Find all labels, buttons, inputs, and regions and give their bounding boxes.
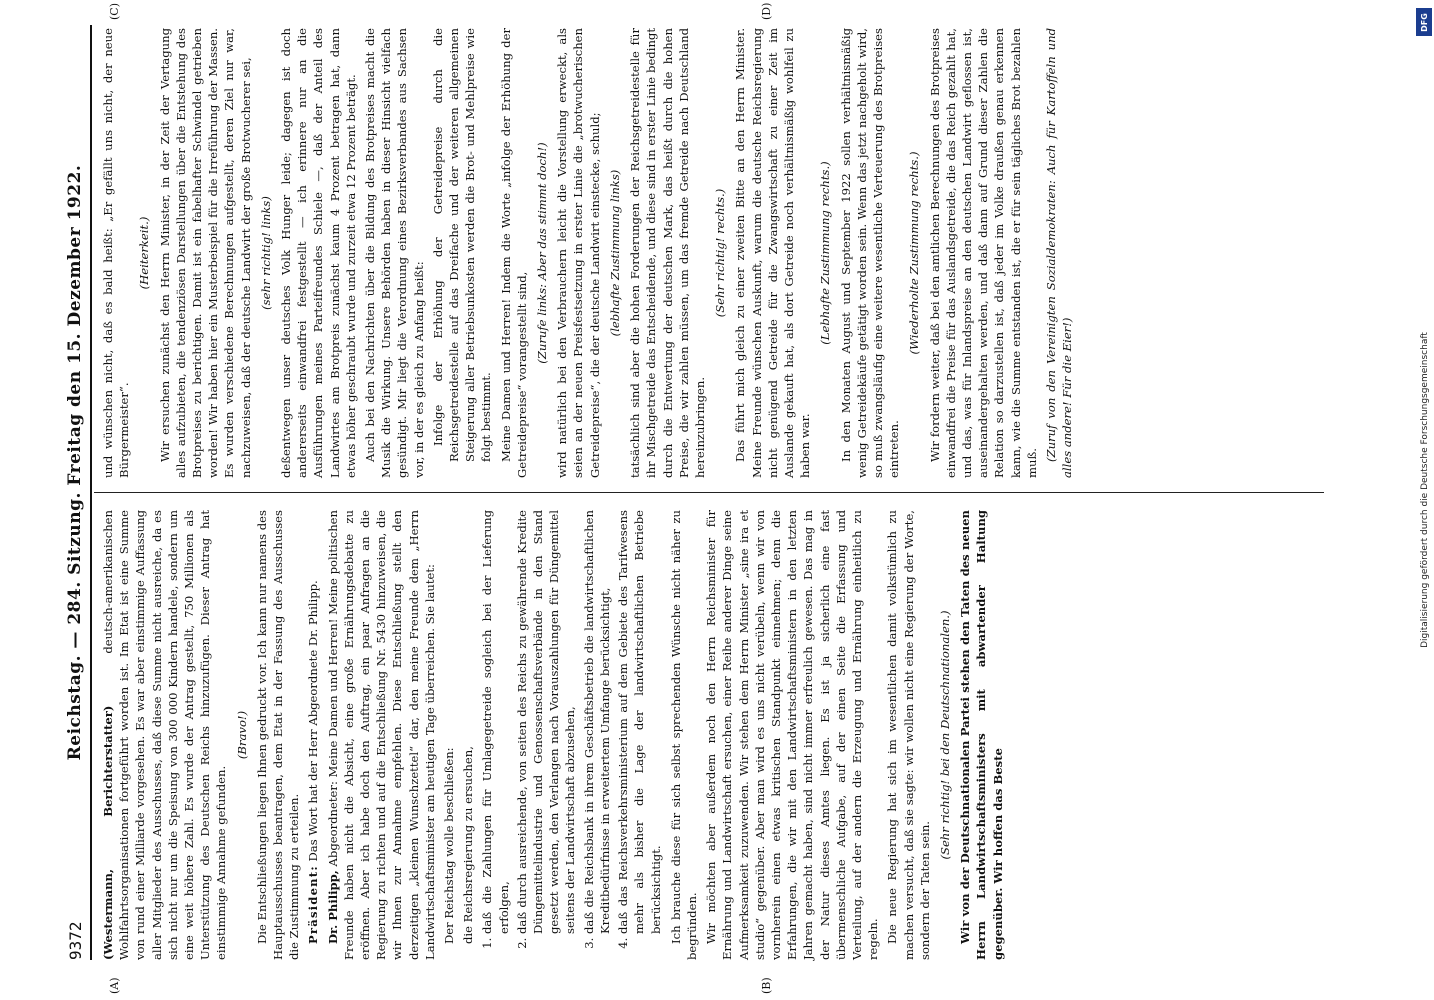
reaction: (Zurufe links: Aber das stimmt doch!) (535, 142, 550, 364)
right-column (100, 28, 1078, 478)
section-mark-d: (D) (760, 2, 773, 20)
quotation: Infolge der Erhöhung der Getreidepreise durch die Reichsgetreidestelle auf das Dreifache und der weiteren allgemeinen Steigerung aller Betriebsunkosten werden die Brot- und Mehlpreise wie folgt bestimmt. (430, 28, 494, 462)
reaction: (lebhafte Zustimmung links) (607, 169, 622, 337)
motion-intro: Der Reichstag wolle beschließen: (442, 747, 457, 944)
motion-item: 4. daß das Reichsverkehrsministerium auf dem Gebiete des Tarifwesens mehr als bisher die Lage der landwirtschaftlichen Betriebe berücksichtigt. (615, 510, 664, 934)
reaction: (Sehr richtig! bei den Deutschnationalen.) (937, 610, 952, 860)
paragraph: Meine Damen und Herren! Indem die Worte „infolge der Erhöhung der Getreidepreise“ vorangestellt sind, (498, 28, 529, 478)
page-body (60, 2, 1380, 994)
paragraph: Auch bei den Nachrichten über die Bildung des Brotpreises macht die Musik die Wirkung. Unsere Behörden haben in dieser Hinsicht vielfach gesündigt. Mir liegt die Verordnung eines Bezirksverbandes aus Sachsen vor, in der es gleich zu Anfang heißt: (363, 28, 426, 478)
speaker-label: Präsident: (306, 865, 321, 944)
reaction: (Heiterkeit.) (137, 216, 152, 290)
reaction: (sehr richtig! links) (258, 196, 273, 310)
paragraph: Die neue Regierung hat sich im wesentlichen damit volkstümlich zu machen versucht, daß sie sagte: wir wollen nicht eine Regierung der Worte, sondern der Taten sein. (885, 510, 932, 960)
motion-request: die Reichsregierung zu ersuchen, (461, 746, 476, 944)
paragraph: Wir ersuchen zunächst den Herrn Minister, in der Zeit der Vertagung alles aufzubieten, die tendenziösen Darstellungen über die Entstehung des Brotpreises zu berichtigen. Damit ist ein fabelhafter Schwindel getrieben worden! Wir haben hier ein Musterbeispiel für die Irreführung der Massen. Es wurden verschiedene Berechnungen aufgestellt, deren Ziel nur war, nachzuweisen, daß der deutsche Landwirt der große Brotwucherer sei, (157, 28, 253, 478)
speaker-label: (Westermann, Berichterstatter) (101, 705, 115, 960)
dfg-logo-text: DFG (1419, 12, 1429, 32)
paragraph: wird natürlich bei den Verbrauchern leicht die Vorstellung erweckt, als seien an der neuen Preisfestsetzung in erster Linie die „brotwucherischen Getreidepreise“, die der deutsche Landwirt einstecke, schuld; (555, 28, 602, 478)
header-rule (90, 25, 92, 960)
paragraph: Wir von der Deutschnationalen Partei stehen den Taten des neuen Herrn Landwirtschaftsministers mit abwartender Haltung gegenüber. Wir hoffen das Beste (958, 510, 1005, 960)
paragraph: Wir möchten aber außerdem noch den Herrn Reichsminister für Ernährung und Landwirtschaft ersuchen, einer Reihe anderer Dinge seine Aufmerksamkeit zuzuwenden. Wir stehen dem Herrn Minister „sine ira et studio“ gegenüber. Aber man wird es uns nicht verübeln, wenn wir von vornherein einen etwas kritischen Standpunkt einnehmen; denn die Erfahrungen, die wir mit den Landwirtschaftsministern in den letzten Jahren gemacht haben, sind nicht immer erfreulich gewesen. Das mag in der Natur dieses Amtes liegen. Es ist ja sicherlich eine fast übermenschliche Aufgabe, auf der einen Seite die Erfassung und Verteilung, auf der andern die Erzeugung und Ernährung einheitlich zu regeln. (704, 510, 881, 960)
paragraph (325, 510, 438, 960)
running-title: Reichstag. — 284. Sitzung. Freitag den 15. Dezember 1922. (65, 164, 85, 761)
digitization-note (1418, 230, 1432, 750)
reaction: (Bravo!) (234, 710, 249, 760)
reaction: (Lebhafte Zustimmung rechts.) (818, 161, 833, 345)
motion-item: 1. daß die Zahlungen für Umlagegetreide sogleich bei der Lieferung erfolgen, (479, 510, 511, 934)
paragraph (305, 510, 321, 960)
section-mark-c: (C) (108, 3, 121, 20)
paragraph-text: deutsch-amerikanischen Wohlfahrtsorganisationen fortgeführt worden ist. Im Etat ist eine Summe von rund einer Milliarde vorgesehen. Es war aber einstimmige Auffassung aller Mitglieder des Ausschusses, daß diese Summe nicht ausreiche, da es sich nicht nur um die Speisung von 300 000 Kindern handele, sondern um eine weit höhere Zahl. Es wurde der Antrag gestellt, 750 Millionen als Unterstützung des Deutschen Reichs hinzuzufügen. Dieser Antrag hat einstimmige Annahme gefunden. (101, 510, 229, 960)
paragraph: tatsächlich sind aber die hohen Forderungen der Reichsgetreidestelle für ihr Mischgetreide das Entscheidende, und diese sind in erster Linie bedingt durch die Entwertung der deutschen Mark, das heißt durch die hohen Preise, die wir zahlen müssen, um das fremde Getreide nach Deutschland hereinzubringen. (628, 28, 707, 478)
section-mark-a: (A) (108, 977, 121, 994)
paragraph: In den Monaten August und September 1922 sollen verhältnismäßig wenig Getreidekäufe getätigt worden sein. Wenn das jetzt nachgeholt wird, so muß zwangsläufig eine weitere wesentliche Verteuerung des Brotpreises eintreten. (838, 28, 902, 478)
speaker-label: Dr. Philipp, (325, 870, 340, 944)
paragraph: deßentwegen unser deutsches Volk Hunger leide; dagegen ist doch andererseits einwandfrei festgestellt — ich erinnere nur an die Ausführungen meines Parteifreundes Schiele —, daß der Anteil des Landwirtes am Brotpreis zunächst kaum 4 Prozent betragen hat, dann etwas höher geschraubt wurde und zurzeit etwa 12 Prozent beträgt. (279, 28, 358, 478)
paragraph (100, 510, 230, 960)
reaction: (Wiederholte Zustimmung rechts.) (907, 151, 922, 355)
paragraph-text: Das Wort hat der Herr Abgeordnete Dr. Philipp. (306, 580, 321, 862)
digitization-note-text: Digitalisierung gefördert durch die Deutsche Forschungsgemeinschaft (1420, 332, 1431, 648)
reaction: (Zuruf von den Vereinigten Sozialdemokraten: Auch für Kartoffeln und alles andere! Für die Eier!) (1043, 28, 1075, 478)
reaction: (Sehr richtig! rechts.) (713, 188, 728, 318)
left-column (100, 510, 1009, 960)
dfg-logo (1416, 8, 1432, 36)
paragraph: Wir fordern weiter, daß bei den amtlichen Berechnungen des Brotpreises einwandfrei die Preise für das Auslandsgetreide, die das Reich gezahlt hat, und das, was für Inlandspreise an den deutschen Landwirt geflossen ist, auseinandergehalten werden, und daß dann auf Grund dieser Zahlen die Relation so darzustellen ist, daß jeder im Volke draußen genau erkennen kann, wie die Summe entstanden ist, die er für sein tägliches Brot bezahlen muß. (927, 28, 1039, 478)
section-mark-b: (B) (760, 977, 773, 994)
motion-item: 3. daß die Reichsbank in ihrem Geschäftsbetrieb die landwirtschaftlichen Kreditbedürfnisse in erweitertem Umfange berücksichtigt, (581, 510, 613, 934)
motion-list (479, 510, 663, 960)
paragraph: und wünschen nicht, daß es bald heißt: „Er gefällt uns nicht, der neue Bürgermeister“. (101, 28, 132, 478)
motion-item: 2. daß durch ausreichende, von seiten des Reichs zu gewährende Kredite Düngemittelindustrie und Genossenschaftsverbände in den Stand gesetzt werden, den Verlangen nach Vorauszahlungen für Düngemittel seitens der Landwirtschaft abzusehen, (514, 510, 579, 934)
paragraph-text: Abgeordneter: Meine Damen und Herren! Meine politischen Freunde haben nicht die Absicht, eine große Ernährungsdebatte zu eröffnen. Aber ich habe doch den Auftrag, ein paar Anfragen an die Regierung zu richten und auf die Entschließung Nr. 5430 hinzuweisen, die wir Ihnen zur Annahme empfehlen. Diese Entschließung stellt den derzeitigen „kleinen Wunschzettel“ dar, den meine Freunde dem „Herrn Landwirtschaftsminister am heutigen Tage überreichen. Sie lautet: (325, 510, 437, 960)
paragraph: Die Entschließungen liegen Ihnen gedruckt vor. Ich kann nur namens des Hauptausschusses beantragen, dem Etat in der Fassung des Ausschusses die Zustimmung zu erteilen. (254, 510, 302, 960)
page-number: 9372 (65, 921, 85, 960)
paragraph: Das führt mich gleich zu einer zweiten Bitte an den Herrn Minister. Meine Freunde wünschen Auskunft, warum die deutsche Reichsregierung nicht genügend Getreide für die Zwangswirtschaft zu einer Zeit im Auslande gekauft hat, als dort Getreide noch verhältnismäßig wohlfeil zu haben war. (733, 28, 813, 478)
page-header (60, 25, 90, 960)
paragraph: Ich brauche diese für sich selbst sprechenden Wünsche nicht näher zu begründen. (668, 510, 699, 960)
column-separator (94, 492, 1324, 493)
